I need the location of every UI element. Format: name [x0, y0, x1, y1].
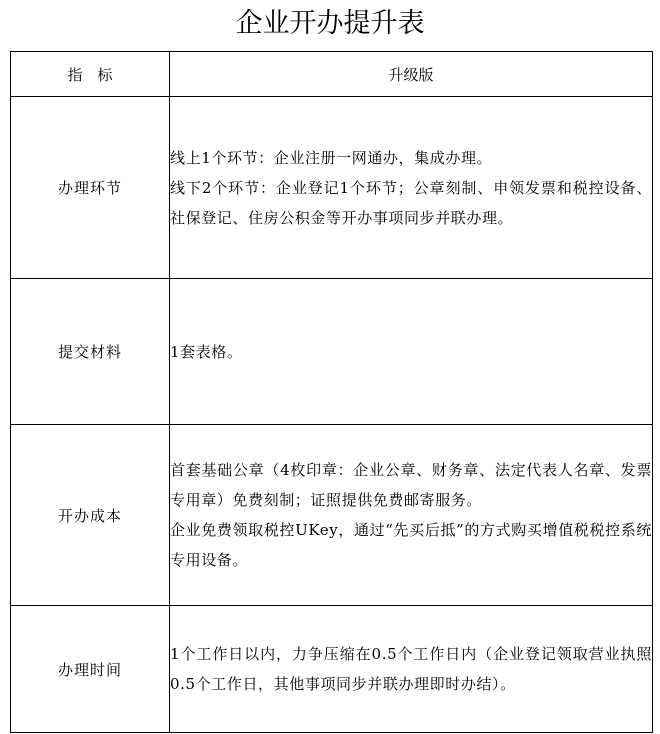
content-paragraph: 企业免费领取税控UKey，通过“先买后抵”的方式购买增值税税控系统专用设备。 [170, 521, 652, 569]
table-row [11, 606, 653, 733]
document-title: 企业开办提升表 [235, 8, 425, 39]
row-content-time [170, 606, 653, 733]
table-row [11, 279, 653, 425]
header-indicator: 指 标 [11, 52, 170, 97]
content-paragraph: 1个工作日以内，力争压缩在0.5个工作日内（企业登记领取营业执照0.5个工作日，其他事项同步并联办理即时办结）。 [170, 645, 652, 693]
table-header-row [11, 52, 653, 97]
row-content-cost [170, 425, 653, 606]
header-version: 升级版 [170, 52, 653, 97]
row-label-time: 办理时间 [11, 606, 170, 733]
row-label-cost: 开办成本 [11, 425, 170, 606]
row-content-procedures [170, 97, 653, 279]
row-label-materials: 提交材料 [11, 279, 170, 425]
content-paragraph: 线上1个环节：企业注册一网通办，集成办理。 [170, 148, 493, 167]
table-row [11, 425, 653, 606]
content-paragraph: 线下2个环节：企业登记1个环节；公章刻制、申领发票和税控设备、社保登记、住房公积金等开办事项同步并联办理。 [170, 178, 652, 227]
upgrade-table [10, 51, 653, 733]
table-row [11, 97, 653, 279]
content-paragraph: 首套基础公章（4枚印章：企业公章、财务章、法定代表人名章、发票专用章）免费刻制；证照提供免费邮寄服务。 [170, 461, 652, 509]
row-label-procedures: 办理环节 [11, 97, 170, 279]
row-content-materials [170, 279, 653, 425]
content-paragraph: 1套表格。 [170, 342, 243, 361]
